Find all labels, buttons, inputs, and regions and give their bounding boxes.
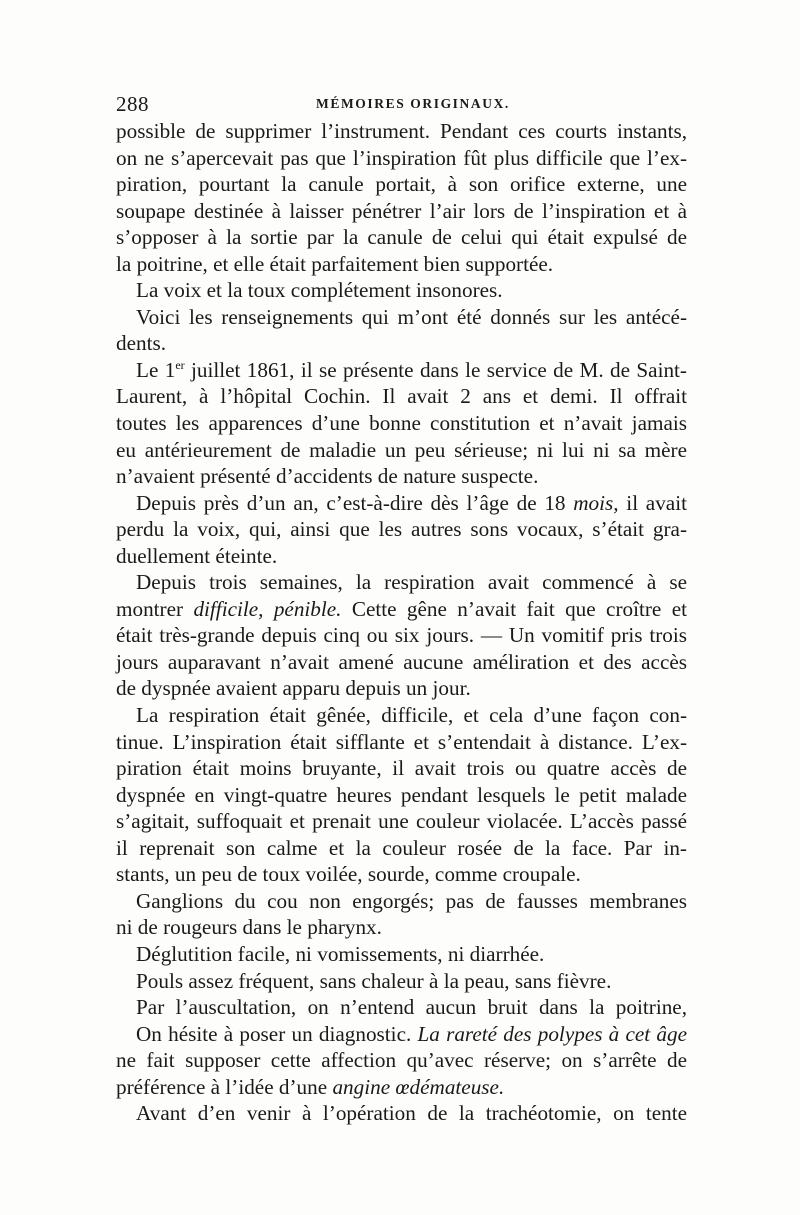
italic-text: La rareté des polypes à cet âge: [417, 1021, 687, 1046]
text-line: jours auparavant n’avait amené aucune améliration et des accès: [116, 649, 687, 674]
text-line: ni de rougeurs dans le pharynx.: [116, 915, 382, 940]
text-line: soupape destinée à laisser pénétrer l’air lors de l’inspiration et à: [116, 198, 687, 223]
text-segment: On hésite à poser un diagnostic.: [136, 1021, 418, 1046]
running-title: MÉMOIRES ORIGINAUX.: [316, 96, 510, 111]
italic-text: angine œdémateuse.: [332, 1074, 505, 1099]
text-segment: juillet 1861, il se présente dans le service de M. de Saint-: [184, 357, 687, 382]
text-line: Pouls assez fréquent, sans chaleur à la peau, sans fièvre.: [136, 968, 612, 993]
text-line: Avant d’en venir à l’opération de la trachéotomie, on tente: [136, 1101, 687, 1126]
text-line: piration était moins bruyante, il avait trois ou quatre accès de: [116, 756, 687, 781]
text-line: stants, un peu de toux voilée, sourde, comme croupale.: [116, 862, 581, 887]
text-line: possible de supprimer l’instrument. Pendant ces courts instants,: [116, 119, 687, 143]
text-line: Ganglions du cou non engorgés; pas de fausses membranes: [136, 888, 687, 913]
text-line: Par l’auscultation, on n’entend aucun bruit dans la poitrine,: [136, 995, 687, 1020]
italic-text: mois,: [573, 490, 619, 515]
text-line: s’opposer à la sortie par la canule de celui qui était expulsé de: [116, 225, 687, 250]
text-line: on ne s’apercevait pas que l’inspiration fût plus difficile que l’ex-: [116, 145, 687, 170]
text-segment: montrer: [116, 596, 194, 621]
text-line: il reprenait son calme et la couleur rosée de la face. Par in-: [116, 835, 687, 860]
text-line: n’avaient présenté d’accidents de nature suspecte.: [116, 464, 539, 489]
text-line: eu antérieurement de maladie un peu sérieuse; ni lui ni sa mère: [116, 437, 687, 462]
text-segment: préférence à l’idée d’une: [116, 1074, 333, 1099]
text-line: perdu la voix, qui, ainsi que les autres sons vocaux, s’était gra-: [116, 517, 687, 542]
text-line: La respiration était gênée, difficile, et cela d’une façon con-: [136, 703, 687, 728]
text-segment: il avait: [618, 490, 687, 515]
body-text: [116, 118, 687, 1127]
text-segment: Le 1: [136, 357, 176, 382]
text-line: était très-grande depuis cinq ou six jours. — Un vomitif pris trois: [116, 623, 687, 648]
text-line: [116, 490, 687, 517]
text-line: La voix et la toux complétement insonores.: [136, 278, 503, 303]
text-line: dents.: [116, 331, 167, 356]
text-line: de dyspnée avaient apparu depuis un jour.: [116, 676, 471, 701]
text-line: [116, 1074, 687, 1101]
text-line: Laurent, à l’hôpital Cochin. Il avait 2 ans et demi. Il offrait: [116, 384, 687, 409]
page-number: 288: [116, 92, 149, 116]
text-segment: Depuis près d’un an, c’est-à-dire dès l’âge de 18: [136, 490, 574, 515]
italic-text: difficile, pénible.: [193, 596, 342, 621]
text-line: dyspnée en vingt-quatre heures pendant lesquels le petit malade: [116, 782, 687, 807]
text-line: Voici les renseignements qui m’ont été donnés sur les antécé-: [136, 304, 687, 329]
text-line: s’agitait, suffoquait et prenait une couleur violacée. L’accès passé: [116, 809, 687, 834]
text-line: duellement éteinte.: [116, 543, 278, 568]
text-line: [116, 357, 687, 384]
page-header: [116, 92, 686, 118]
text-line: piration, pourtant la canule portait, à son orifice externe, une: [116, 172, 687, 197]
text-line: Depuis trois semaines, la respiration avait commencé à se: [136, 570, 687, 595]
superscript: er: [175, 357, 185, 372]
text-line: [116, 1021, 687, 1048]
text-line: [116, 596, 687, 623]
text-line: la poitrine, et elle était parfaitement bien supportée.: [116, 251, 554, 276]
text-line: ne fait supposer cette affection qu’avec réserve; on s’arrête de: [116, 1048, 687, 1073]
text-segment: Cette gêne n’avait fait que croître et: [341, 596, 687, 621]
text-line: Déglutition facile, ni vomissements, ni diarrhée.: [136, 941, 545, 966]
text-line: toutes les apparences d’une bonne constitution et n’avait jamais: [116, 411, 687, 436]
text-line: tinue. L’inspiration était sifflante et s’entendait à distance. L’ex-: [116, 729, 687, 754]
